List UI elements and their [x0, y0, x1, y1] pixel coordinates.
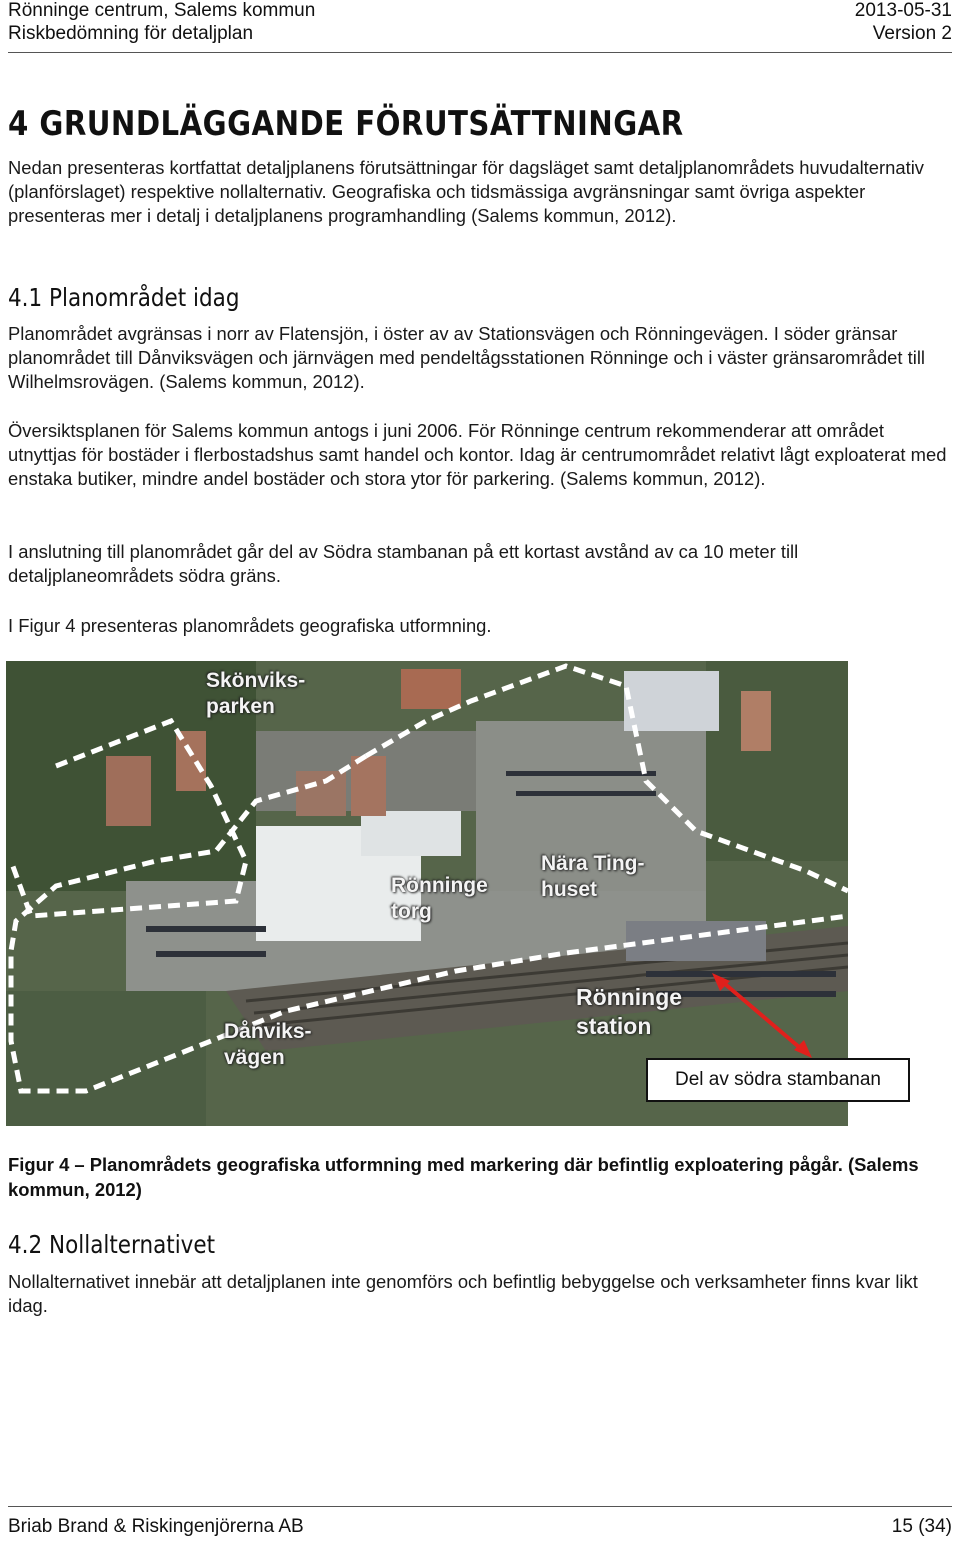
map-label-nara-tinghuset: Nära Ting- huset	[541, 852, 645, 901]
section-4-1-paragraph-2: Översiktsplanen för Salems kommun antogs i juni 2006. För Rönninge centrum rekommenderar att området utnyttjas för bostäder i flerbostadshus samt handel och kontor. Idag är centrumområdet relativt lågt exploaterat med enstaka butiker, mindre andel bostäder och stora ytor för parkering. (Salems kommun, 2012).	[8, 420, 947, 489]
section-4-intro: Nedan presenteras kortfattat detaljplanens förutsättningar för dagsläget samt detaljplanområdets huvudalternativ (planförslaget) respektive nollalternativ. Geografiska och tidsmässiga avgränsningar samt övriga aspekter presenteras mer i detalj i detaljplanens programhandling (Salems kommun, 2012).	[8, 157, 924, 226]
section-4-1-paragraph-4: I Figur 4 presenteras planområdets geografiska utformning.	[8, 615, 492, 636]
section-4-2-paragraph-1: Nollalternativet innebär att detaljplanen inte genomförs och befintlig bebyggelse och verksamheter finns kvar likt idag.	[8, 1271, 918, 1316]
map-label-ronninge-station: Rönninge station	[576, 984, 683, 1039]
section-4-heading: 4 GRUNDLÄGGANDE FÖRUTSÄTTNINGAR	[8, 104, 684, 144]
map-label-skonviksparken: Skönviks- parken	[206, 669, 306, 718]
map-label-danviksvagen: Dånviks- vägen	[224, 1020, 312, 1069]
aerial-map-figure	[6, 661, 848, 1126]
section-4-1-paragraph-1: Planområdet avgränsas i norr av Flatensjön, i öster av av Stationsvägen och Rönningevägen. I söder gränsar planområdet till Dånviksvägen och järnvägen med pendeltågsstationen Rönninge och i väster gränsarområdet till Wilhelmsrovägen. (Salems kommun, 2012).	[8, 323, 925, 392]
section-4-2-heading: 4.2 Nollalternativet	[8, 1230, 216, 1259]
header-date: 2013-05-31	[854, 0, 952, 21]
page-header	[8, 0, 952, 53]
footer-page-number: 15 (34)	[891, 1516, 952, 1537]
page-footer	[8, 1506, 952, 1537]
figure-caption: Figur 4 – Planområdets geografiska utformning med markering där befintlig exploatering pågår. (Salems kommun, 2012)	[8, 1154, 919, 1200]
map-label-ronninge-torg: Rönninge torg	[391, 874, 488, 923]
header-version: Version 2	[872, 23, 952, 44]
header-subtitle: Riskbedömning för detaljplan	[8, 23, 254, 44]
figure-callout-box: Del av södra stambanan	[646, 1058, 910, 1102]
section-4-1-paragraph-3: I anslutning till planområdet går del av Södra stambanan på ett kortast avstånd av ca 10 meter till detaljplaneområdets södra gräns.	[8, 541, 799, 586]
header-title: Rönninge centrum, Salems kommun	[8, 0, 316, 21]
section-4-1-heading: 4.1 Planområdet idag	[8, 283, 240, 312]
footer-company: Briab Brand & Riskingenjörerna AB	[8, 1516, 304, 1537]
